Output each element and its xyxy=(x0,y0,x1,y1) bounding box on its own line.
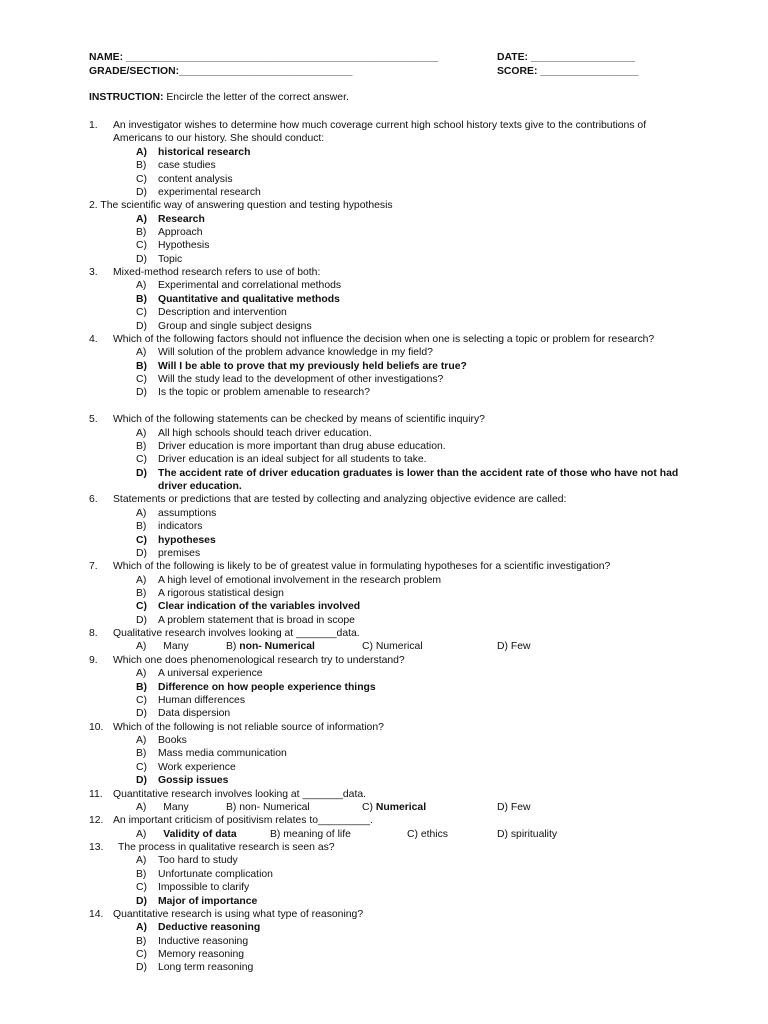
option-text: hypotheses xyxy=(158,534,216,546)
question-text: An investigator wishes to determine how much coverage current high school history texts give to the contributions of xyxy=(113,120,647,131)
answer-option xyxy=(0,239,768,252)
option-letter: B) xyxy=(226,641,237,653)
option-letter: D) xyxy=(136,253,147,265)
question-text: Which one does phenomenological research try to understand? xyxy=(113,654,405,666)
option-text: premises xyxy=(158,547,201,559)
question-number: 12. xyxy=(89,815,104,827)
option-letter: B) xyxy=(136,935,147,947)
date-field-label: DATE: __________________ xyxy=(497,52,635,63)
answer-option xyxy=(0,226,768,239)
option-text: Research xyxy=(158,213,205,225)
question-text: Quantitative research involves looking at _______data. xyxy=(113,788,367,800)
option-letter: B) xyxy=(136,227,147,238)
question-number: 14. xyxy=(89,908,104,920)
option-letter: D) xyxy=(136,775,147,787)
question-text: 2. The scientific way of answering question and testing hypothesis xyxy=(89,200,393,212)
answer-option xyxy=(0,854,768,867)
option-letter: D) xyxy=(136,962,147,974)
answer-option xyxy=(0,667,768,680)
option-text: Major of importance xyxy=(158,895,258,907)
option-letter: B) xyxy=(136,160,147,172)
question-number: 3. xyxy=(89,267,98,279)
option-text: Clear indication of the variables involved xyxy=(158,601,361,613)
option-letter: A) xyxy=(136,146,147,158)
option-letter: C) xyxy=(407,828,418,840)
answer-option xyxy=(497,828,557,841)
option-letter: C) xyxy=(136,307,147,319)
answer-option-row xyxy=(0,801,768,814)
option-letter: A) xyxy=(136,213,147,225)
option-letter: C) xyxy=(136,882,147,894)
answer-option xyxy=(0,440,768,453)
question-number: 9. xyxy=(89,654,98,666)
option-text: Inductive reasoning xyxy=(158,935,249,947)
option-letter: D) xyxy=(497,801,508,813)
option-text: Memory reasoning xyxy=(158,948,245,960)
question-stem-line xyxy=(0,333,768,346)
option-letter: D) xyxy=(136,387,147,399)
option-text: Few xyxy=(510,641,531,653)
option-letter: D) xyxy=(497,828,508,840)
answer-option xyxy=(0,734,768,747)
option-letter: C) xyxy=(136,694,147,706)
answer-option xyxy=(0,186,768,199)
option-letter: B) xyxy=(136,521,147,533)
option-text: Long term reasoning xyxy=(158,962,254,974)
option-letter: D) xyxy=(136,467,147,479)
answer-option xyxy=(136,640,189,653)
question-stem-line xyxy=(0,841,768,854)
question-number: 7. xyxy=(89,561,98,573)
answer-option xyxy=(0,346,768,359)
question-text: Which of the following factors should not influence the decision when one is selecting a topic or problem for research? xyxy=(113,333,655,345)
answer-option xyxy=(497,801,531,814)
option-letter: C) xyxy=(136,374,147,385)
option-letter: A) xyxy=(136,641,147,653)
question-text: Quantitative research is using what type of reasoning? xyxy=(113,908,364,920)
option-text: non- Numerical xyxy=(239,801,310,813)
question-text: Which of the following is likely to be of greatest value in formulating hypotheses for a scientific investigation? xyxy=(113,561,611,573)
question-number: 5. xyxy=(89,414,98,426)
question-number: 11. xyxy=(89,788,103,800)
option-letter: C) xyxy=(136,454,147,466)
answer-option xyxy=(0,427,768,440)
answer-option xyxy=(226,801,310,814)
option-letter: C) xyxy=(136,534,147,546)
option-text: Data dispersion xyxy=(158,708,231,720)
instruction-text: Encircle the letter of the correct answer. xyxy=(163,92,349,103)
option-text: Hypothesis xyxy=(158,240,210,252)
option-text: Will I be able to prove that my previously held beliefs are true? xyxy=(158,360,467,372)
option-letter: B) xyxy=(226,801,237,813)
answer-option-continued xyxy=(0,480,768,493)
question-number: 1. xyxy=(89,120,98,131)
answer-option xyxy=(362,801,426,814)
option-text: Will the study lead to the development of other investigations? xyxy=(158,374,444,385)
option-letter: B) xyxy=(136,868,147,880)
option-letter: B) xyxy=(136,360,147,372)
option-letter: B) xyxy=(136,293,147,305)
option-text: experimental research xyxy=(158,186,261,198)
answer-option xyxy=(0,935,768,948)
option-text: Driver education is an ideal subject for all students to take. xyxy=(158,454,427,466)
option-text: indicators xyxy=(158,521,203,533)
instruction-line xyxy=(0,91,768,104)
option-letter: A) xyxy=(136,507,147,519)
question-stem-line xyxy=(0,814,768,827)
answer-option xyxy=(0,547,768,560)
option-text: non- Numerical xyxy=(239,641,315,653)
option-text: Unfortunate complication xyxy=(158,868,273,880)
answer-option xyxy=(0,253,768,266)
answer-option xyxy=(0,881,768,894)
answer-option xyxy=(136,801,189,814)
answer-option xyxy=(0,386,768,399)
option-letter: D) xyxy=(136,320,147,332)
option-text: Topic xyxy=(158,253,183,265)
option-letter: A) xyxy=(136,427,147,439)
answer-option xyxy=(0,921,768,934)
question-number: 13. xyxy=(89,842,104,853)
answer-option xyxy=(0,146,768,159)
answer-option-row xyxy=(0,640,768,653)
answer-option xyxy=(0,360,768,373)
option-text: Group and single subject designs xyxy=(158,320,312,332)
option-text: Too hard to study xyxy=(158,855,238,867)
option-text: Approach xyxy=(158,227,203,238)
option-letter: A) xyxy=(136,347,147,359)
option-letter: D) xyxy=(136,186,147,198)
option-text: Numerical xyxy=(375,801,427,813)
answer-option-row xyxy=(0,828,768,841)
option-letter: A) xyxy=(136,280,147,292)
question-number: 6. xyxy=(89,494,98,506)
question-stem-line xyxy=(0,560,768,573)
answer-option xyxy=(0,453,768,466)
answer-option xyxy=(226,640,315,653)
question-text: Americans to our history. She should conduct: xyxy=(113,133,325,145)
option-text: content analysis xyxy=(158,173,233,185)
option-text: Books xyxy=(158,735,187,746)
name-field-label: NAME: ______________________________________________________ xyxy=(89,52,438,63)
option-letter: D) xyxy=(497,641,508,653)
option-text: case studies xyxy=(158,160,216,172)
answer-option xyxy=(0,707,768,720)
answer-option xyxy=(0,747,768,760)
option-text: A problem statement that is broad in scope xyxy=(158,614,355,626)
instruction-label: INSTRUCTION: xyxy=(89,92,164,103)
answer-option xyxy=(0,895,768,908)
option-letter: A) xyxy=(136,801,147,813)
question-text: Statements or predictions that are tested by collecting and analyzing objective evidence are called: xyxy=(113,494,567,506)
option-text: Description and intervention xyxy=(158,307,287,319)
option-text: Validity of data xyxy=(163,828,237,840)
option-letter: B) xyxy=(270,828,281,840)
answer-option xyxy=(0,293,768,306)
answer-option xyxy=(0,213,768,226)
answer-option xyxy=(0,948,768,961)
option-letter: A) xyxy=(136,855,147,867)
answer-option xyxy=(0,694,768,707)
option-letter: C) xyxy=(136,948,147,960)
answer-option xyxy=(0,534,768,547)
option-text: Quantitative and qualitative methods xyxy=(158,293,340,305)
option-letter: C) xyxy=(362,641,373,653)
option-text-continued: driver education. xyxy=(158,481,242,492)
answer-option xyxy=(0,173,768,186)
option-text: spirituality xyxy=(510,828,558,840)
option-letter: A) xyxy=(136,668,147,680)
question-stem-line xyxy=(0,908,768,921)
answer-option xyxy=(0,306,768,319)
option-letter: B) xyxy=(136,748,147,760)
answer-option xyxy=(362,640,423,653)
answer-option xyxy=(0,520,768,533)
question-stem-line xyxy=(0,627,768,640)
question-stem-line xyxy=(0,721,768,734)
option-text: The accident rate of driver education graduates is lower than the accident rate of those who have not had xyxy=(158,467,679,479)
option-text: meaning of life xyxy=(283,828,351,840)
answer-option xyxy=(407,828,448,841)
option-letter: B) xyxy=(136,588,147,599)
question-stem-line xyxy=(0,493,768,506)
question-text: Which of the following statements can be checked by means of scientific inquiry? xyxy=(113,414,485,426)
option-text: Mass media communication xyxy=(158,748,287,760)
answer-option xyxy=(0,614,768,627)
option-letter: C) xyxy=(136,601,147,613)
question-text: Which of the following is not reliable source of information? xyxy=(113,721,384,733)
option-text: Will solution of the problem advance knowledge in my field? xyxy=(158,347,433,359)
option-letter: D) xyxy=(136,547,147,559)
question-stem-line xyxy=(0,654,768,667)
question-text: An important criticism of positivism relates to_________. xyxy=(113,815,373,827)
question-stem-line xyxy=(0,132,768,145)
question-text: Qualitative research involves looking at _______data. xyxy=(113,628,360,640)
question-stem-line xyxy=(0,199,768,212)
answer-option xyxy=(497,640,531,653)
option-text: Few xyxy=(510,801,531,813)
option-letter: B) xyxy=(136,681,147,693)
option-letter: B) xyxy=(136,440,147,452)
question-text: The process in qualitative research is seen as? xyxy=(118,842,335,853)
option-text: Work experience xyxy=(158,761,236,773)
option-text: Difference on how people experience things xyxy=(158,681,376,693)
option-text: Numerical xyxy=(375,641,423,653)
option-text: Many xyxy=(163,801,189,813)
option-text: Many xyxy=(163,641,189,653)
option-text: Human differences xyxy=(158,694,246,706)
option-letter: D) xyxy=(136,895,147,907)
answer-option xyxy=(0,681,768,694)
answer-option xyxy=(0,961,768,974)
answer-option xyxy=(270,828,351,841)
option-text: historical research xyxy=(158,146,251,158)
answer-option xyxy=(136,828,237,841)
option-text: Deductive reasoning xyxy=(158,922,261,934)
question-stem-line xyxy=(0,413,768,426)
option-text: assumptions xyxy=(158,507,217,519)
option-letter: D) xyxy=(136,614,147,626)
option-text: Impossible to clarify xyxy=(158,882,250,894)
answer-option xyxy=(0,868,768,881)
option-text: Experimental and correlational methods xyxy=(158,280,342,292)
option-text: A universal experience xyxy=(158,668,263,680)
question-number: 8. xyxy=(89,628,98,640)
answer-option xyxy=(0,159,768,172)
option-text: Driver education is more important than drug abuse education. xyxy=(158,440,446,452)
option-letter: C) xyxy=(136,761,147,773)
option-letter: A) xyxy=(136,735,147,746)
option-letter: A) xyxy=(136,828,147,840)
answer-option xyxy=(0,467,768,480)
question-number: 10. xyxy=(89,721,104,733)
answer-option xyxy=(0,587,768,600)
answer-option xyxy=(0,774,768,787)
option-text: Is the topic or problem amenable to research? xyxy=(158,387,370,399)
question-stem-line xyxy=(0,119,768,132)
answer-option xyxy=(0,574,768,587)
answer-option xyxy=(0,600,768,613)
question-text: Mixed-method research refers to use of both: xyxy=(113,267,321,279)
option-text: A high level of emotional involvement in the research problem xyxy=(158,574,442,586)
option-text: A rigorous statistical design xyxy=(158,588,284,599)
score-field-label: SCORE: _________________ xyxy=(497,66,639,77)
answer-option xyxy=(0,761,768,774)
option-text: ethics xyxy=(420,828,449,840)
option-letter: C) xyxy=(362,801,373,813)
question-number: 4. xyxy=(89,333,98,345)
option-text: Gossip issues xyxy=(158,775,229,787)
answer-option xyxy=(0,507,768,520)
question-stem-line xyxy=(0,266,768,279)
answer-option xyxy=(0,279,768,292)
option-letter: C) xyxy=(136,240,147,252)
question-stem-line xyxy=(0,788,768,801)
option-letter: A) xyxy=(136,922,147,934)
grade-section-field-label: GRADE/SECTION:______________________________ xyxy=(89,66,353,77)
option-text: All high schools should teach driver education. xyxy=(158,427,372,439)
answer-option xyxy=(0,320,768,333)
answer-option xyxy=(0,373,768,386)
option-letter: C) xyxy=(136,173,147,185)
option-letter: D) xyxy=(136,708,147,720)
option-letter: A) xyxy=(136,574,147,586)
